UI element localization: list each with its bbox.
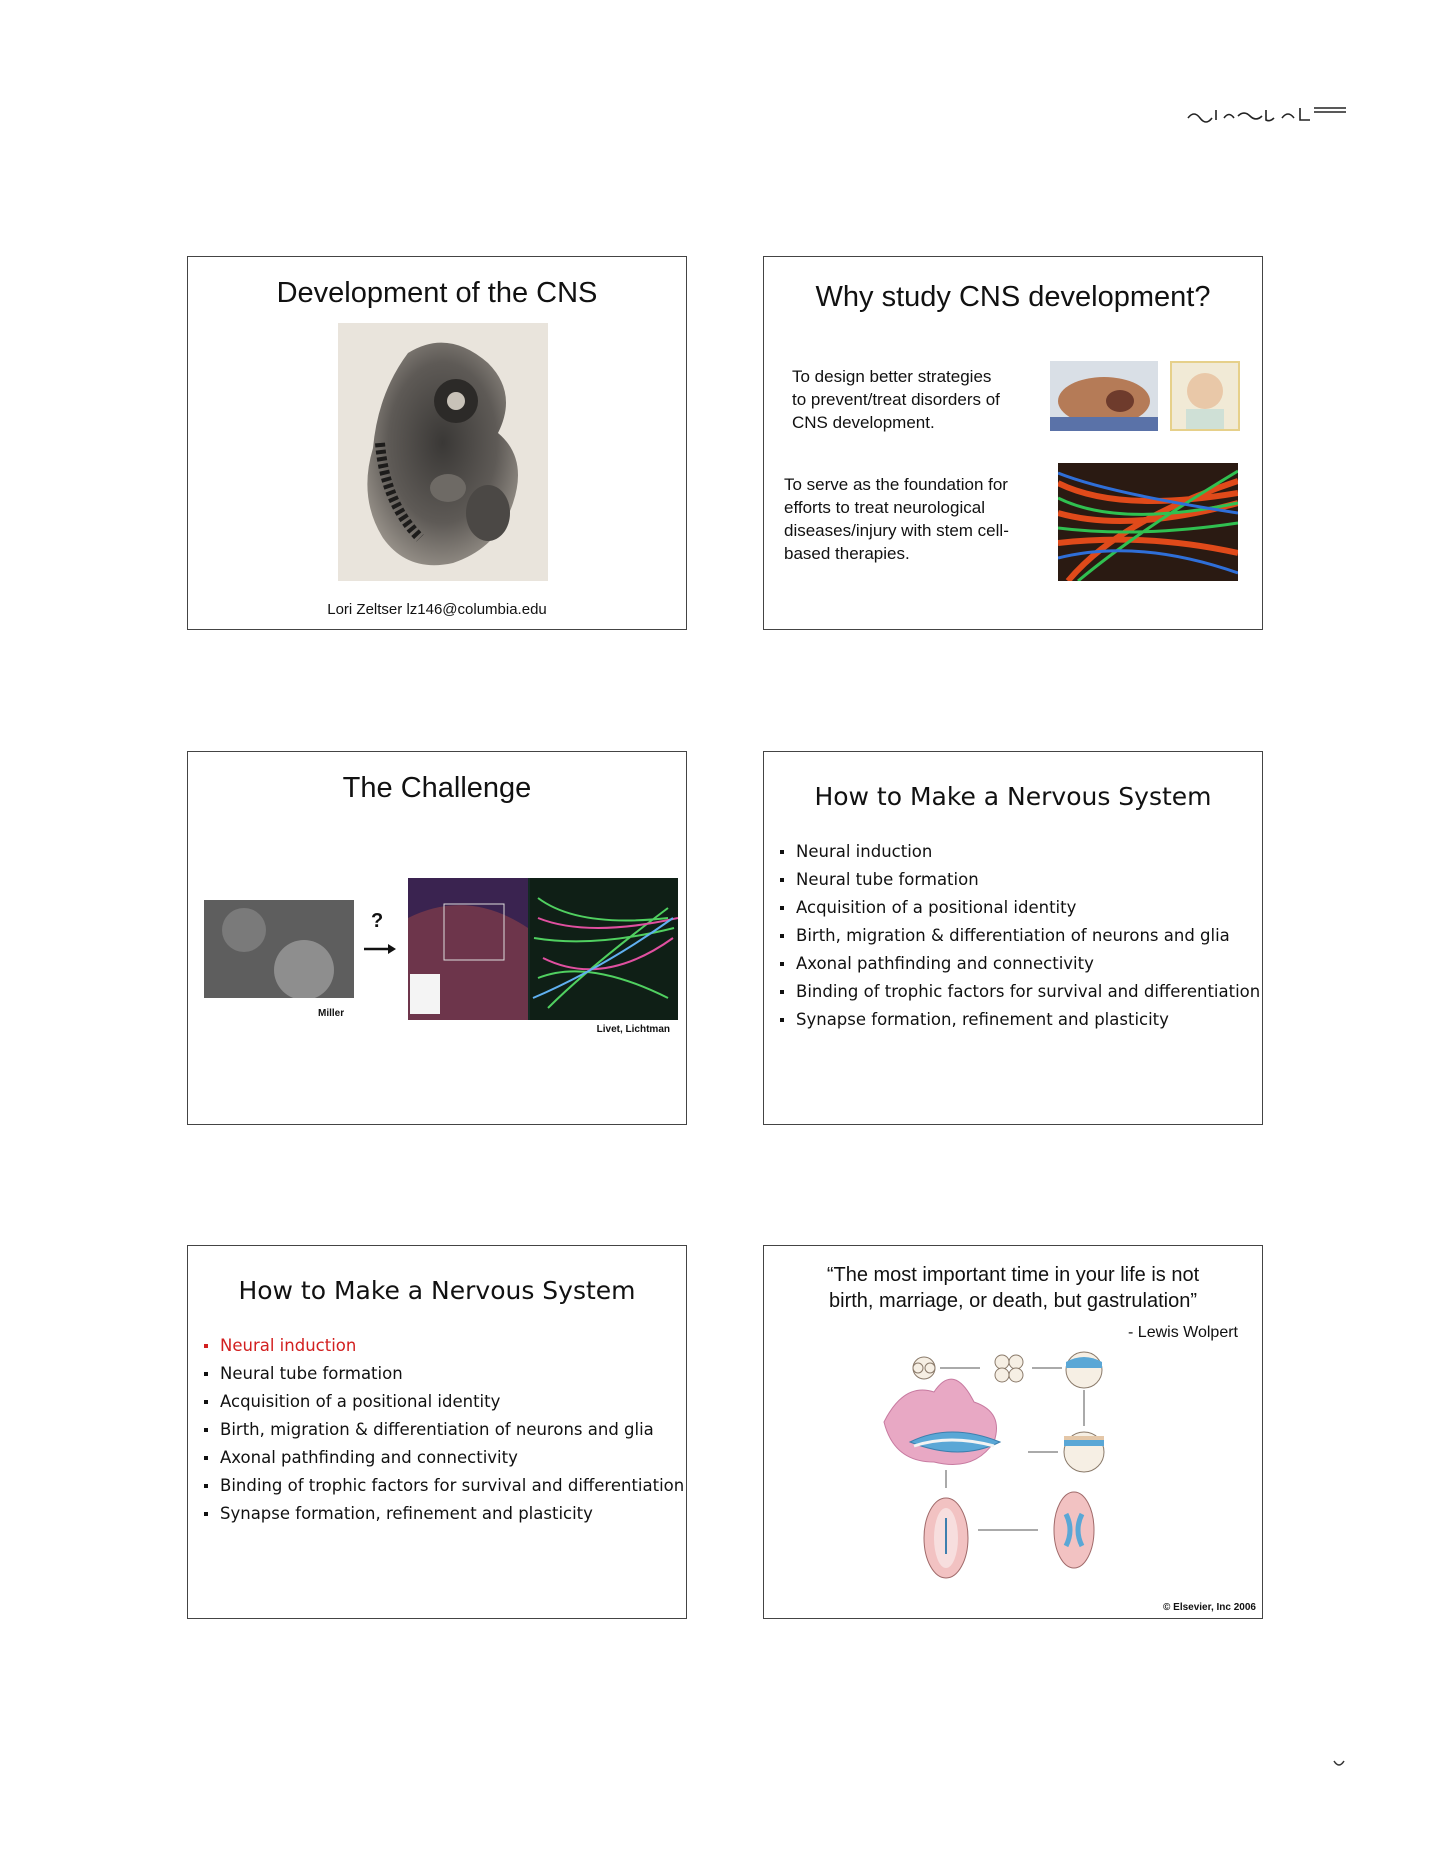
page-header-mark xyxy=(1186,104,1348,124)
reason-1-line: CNS development. xyxy=(792,413,935,432)
brainbow-neurons-image xyxy=(408,878,678,1020)
credit-livet-lichtman: Livet, Lichtman xyxy=(596,1024,670,1035)
slide-title: How to Make a Nervous System xyxy=(814,782,1212,811)
list-item: Binding of trophic factors for survival and differentiation xyxy=(778,978,1260,1006)
stem-cell-fluorescence-image xyxy=(1058,463,1238,581)
slide-title: How to Make a Nervous System xyxy=(238,1276,636,1305)
list-item: Acquisition of a positional identity xyxy=(778,894,1260,922)
baby-face-photo xyxy=(1170,361,1240,431)
quote xyxy=(764,1262,1262,1314)
slide-development-of-cns xyxy=(187,256,687,630)
list-item: Birth, migration & differentiation of neurons and glia xyxy=(202,1416,684,1444)
list-item: Acquisition of a positional identity xyxy=(202,1388,684,1416)
list-item: Axonal pathfinding and connectivity xyxy=(778,950,1260,978)
reason-1-line: to prevent/treat disorders of xyxy=(792,390,1000,409)
reason-2 xyxy=(784,473,1009,565)
embryo-image xyxy=(338,323,548,581)
page-number-mark xyxy=(1332,1758,1346,1768)
reason-2-line: To serve as the foundation for xyxy=(784,475,1008,494)
slide-title: Development of the CNS xyxy=(276,277,598,309)
quote-line: birth, marriage, or death, but gastrulation” xyxy=(829,1290,1197,1312)
copyright-notice: © Elsevier, Inc 2006 xyxy=(1163,1602,1256,1613)
credit-miller: Miller xyxy=(318,1008,345,1019)
list-item: Neural tube formation xyxy=(778,866,1260,894)
list-item: Neural tube formation xyxy=(202,1360,684,1388)
question-mark: ? xyxy=(371,910,384,932)
slide-why-study xyxy=(763,256,1263,630)
list-item: Axonal pathfinding and connectivity xyxy=(202,1444,684,1472)
quote-attribution: - Lewis Wolpert xyxy=(1128,1324,1238,1341)
reason-2-line: efforts to treat neurological xyxy=(784,498,985,517)
slide-gastrulation-quote xyxy=(763,1245,1263,1619)
author-email: Lori Zeltser lz146@columbia.edu xyxy=(327,601,547,618)
quote-line: “The most important time in your life is not xyxy=(826,1264,1200,1286)
list-item: Binding of trophic factors for survival and differentiation xyxy=(202,1472,684,1500)
slide-how-to-make-nervous-system-neural-induction xyxy=(187,1245,687,1619)
gastrulation-diagram xyxy=(874,1342,1144,1590)
list-item: Birth, migration & differentiation of neurons and glia xyxy=(778,922,1260,950)
list-item: Neural induction xyxy=(778,838,1260,866)
steps-list xyxy=(778,838,1260,1034)
slide-title: Why study CNS development? xyxy=(815,281,1211,313)
infant-back-photo xyxy=(1050,361,1158,431)
list-item-highlighted: Neural induction xyxy=(202,1332,684,1360)
steps-list xyxy=(202,1332,684,1528)
stem-cell-culture-image xyxy=(204,900,354,998)
slide-how-to-make-nervous-system xyxy=(763,751,1263,1125)
list-item: Synapse formation, refinement and plasticity xyxy=(202,1500,684,1528)
reason-1 xyxy=(792,365,1000,434)
reason-2-line: diseases/injury with stem cell- xyxy=(784,521,1009,540)
reason-2-line: based therapies. xyxy=(784,544,910,563)
slide-title: The Challenge xyxy=(342,772,532,804)
slide-the-challenge xyxy=(187,751,687,1125)
arrow-right-icon xyxy=(362,942,398,956)
reason-1-line: To design better strategies xyxy=(792,367,992,386)
list-item: Synapse formation, refinement and plasticity xyxy=(778,1006,1260,1034)
